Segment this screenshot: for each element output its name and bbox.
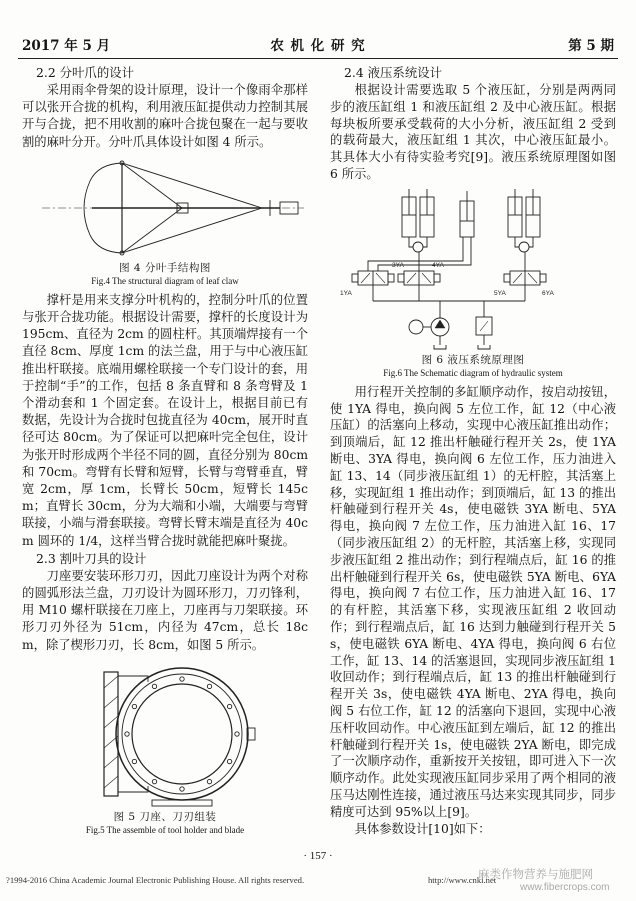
bolt-hole bbox=[125, 732, 129, 736]
label-3ya: 3YA bbox=[392, 261, 404, 269]
figure-5-tool-holder-drawing bbox=[22, 658, 308, 810]
header-journal-title: 农 机 化 研 究 bbox=[270, 38, 366, 54]
pump-triangle bbox=[435, 320, 445, 328]
bolt-hole bbox=[152, 779, 156, 783]
claw-curved-tip-top bbox=[90, 163, 122, 181]
solenoid-2ya bbox=[388, 274, 394, 282]
header-date: 2017 年 5 月 bbox=[22, 38, 111, 54]
directional-valve-7 bbox=[504, 271, 546, 285]
cnki-url: http://www.cnki.net bbox=[428, 875, 497, 885]
bolt-hole bbox=[227, 759, 231, 763]
solenoid-5ya bbox=[504, 274, 510, 282]
center-cylinder-12 bbox=[460, 191, 474, 237]
figure-5-caption-cn: 图 5 刀座、刀刃组装 bbox=[113, 810, 217, 823]
tool-holder-outer-ring bbox=[116, 668, 248, 800]
pump-tank bbox=[434, 345, 446, 349]
cylinder-group-2 bbox=[508, 189, 540, 237]
figure-5-caption-en: Fig.5 The assemble of tool holder and blade bbox=[85, 824, 245, 835]
claw-long-arm-top bbox=[122, 163, 262, 208]
section-2-2-heading: 2.2 分叶爪的设计 bbox=[36, 65, 134, 80]
left-column bbox=[22, 64, 308, 841]
figure-4-leaf-claw-diagram bbox=[22, 155, 308, 261]
figure-6-hydraulic-schematic bbox=[330, 187, 616, 353]
bolt-hole bbox=[227, 704, 231, 708]
section-2-4-paragraph-3: 具体参数设计[10]如下： bbox=[354, 821, 491, 836]
sync-motor-1 bbox=[413, 242, 423, 252]
sync-motor-2 bbox=[519, 242, 529, 252]
section-2-3-paragraph-1: 刀座要安装环形刀刃，因此刀座设计为两个对称的圆弧形法兰盘，刀刃设计为圆环形刀，刀刃锋利，用 M10 螺杆联接在刀座上，刀座再与刀架联接。环形刀刃外径为 51cm，内径为 47cm，总长 18cm，除了楔形刀刃，长 8cm，如图 5 所示。 bbox=[22, 568, 308, 652]
electric-motor bbox=[409, 320, 423, 334]
bolt-hole bbox=[180, 677, 184, 681]
cylinder-group-1 bbox=[402, 189, 434, 237]
label-6ya: 6YA bbox=[542, 289, 554, 297]
directional-valve-6 bbox=[398, 271, 440, 285]
section-2-3-heading: 2.3 割叶刀具的设计 bbox=[36, 550, 147, 566]
claw-long-arm-bottom bbox=[122, 208, 262, 253]
tool-holder-inner-ring bbox=[122, 674, 242, 794]
section-2-4-paragraph-2: 用行程开关控制的多缸顺序动作，按启动按钮，使 1YA 得电，换向阀 5 左位工作，缸 12（中心液压缸）的活塞向上移动，实现中心液压缸推出动作；到顶端后，缸 12 推出杆触碰行程开关 2s，使 1YA 断电、3YA 得电，换向阀 6 左位工作，压力油进入缸 13、14（同步液压缸组 1）的无杆腔，其活塞上移，实现缸组 1 推出动作；到顶端后，缸 13 的推出杆触碰到行程开关 4s，使电磁铁 3YA 断电、5YA 得电，换向阀 7 左位工作，压力油进入缸 16、17（同步液压缸组 2）的无杆腔，其活塞上移，实现同步液压缸组 2 推出动作；到行程端点后，缸 16 的推出杆触碰到行程开关 6s，使电磁铁 5YA 断电、6YA 得电，换向阀 7 右位工作，压力油进入缸 16、17 的有杆腔，其活塞下移，实现液压缸组 2 收回动作；到行程端点后，缸 16 达到力触碰到行程开关 5s，使电磁铁 6YA 断电、4YA 得电，换向阀 6 右位工作，缸 13、14 的活塞退回，实现同步液压缸组 1 收回动作；到行程端点后，缸 13 的推出杆触碰到行程开关 3s，使电磁铁 4YA 断电、2YA 得电，换向阀 5 右位工作，缸 12 的活塞向下退回，实现中心液压杆收回动作。中心液压缸到左端后，缸 12 的推出杆触碰到行程开关 1s，使电磁铁 2YA 断电，即完成了一次顺序动作，重新按开关按钮，即可进入下一次顺序动作。此处实现液压缸同步采用了两个相同的液压马达刚性连接，通过液压马达来实现其同步，同步精度可达到 95%以上[9]。 bbox=[330, 384, 616, 819]
solenoid-1ya bbox=[352, 274, 358, 282]
figure-4-caption-en: Fig.4 The structural diagram of leaf claw bbox=[91, 275, 239, 286]
bolt-hole bbox=[235, 732, 239, 736]
claw-straight-arm-bottom bbox=[122, 208, 182, 253]
label-5ya: 5YA bbox=[494, 289, 506, 297]
watermark-url: www.fibercrops.com bbox=[520, 882, 610, 893]
section-2-4-paragraph-1: 根据设计需要选取 5 个液压缸，分别是两两同步的液压缸组 1 和液压缸组 2 及中心液压缸。根据每块板所要承受载荷的大小分析，液压缸组 2 受到的载荷最大，液压缸组 1 其次，中心液压缸最小。其具体大小有待实验考究[9]。液压系统原理图如图 6 所示。 bbox=[330, 83, 616, 181]
bolt-hole bbox=[207, 684, 211, 688]
tool-holder-base bbox=[152, 800, 212, 806]
relief-tank bbox=[478, 345, 490, 349]
header-issue: 第 5 期 bbox=[568, 38, 614, 54]
header-rule bbox=[18, 58, 618, 59]
claw-straight-arm-top bbox=[122, 163, 182, 208]
section-2-4-heading: 2.4 液压系统设计 bbox=[344, 65, 442, 80]
label-4ya: 4YA bbox=[432, 261, 444, 269]
bolt-hole bbox=[207, 779, 211, 783]
section-2-2-paragraph-1: 采用雨伞骨架的设计原理，设计一个像雨伞那样可以张开合拢的机构，利用液压缸提供动力控制其展开与合拢，把不用收割的麻叶合拢包聚在一起与要收割的麻叶分开。分叶爪具体设计如图 4 所示。 bbox=[22, 83, 308, 149]
solenoid-3ya bbox=[398, 274, 404, 282]
figure-6-caption-cn: 图 6 液压系统原理图 bbox=[421, 353, 525, 366]
directional-valve-5 bbox=[352, 271, 394, 285]
relief-valve-arrow bbox=[480, 321, 488, 331]
claw-curved-tip-bottom bbox=[90, 235, 122, 253]
bolt-hole bbox=[132, 704, 136, 708]
figure-4-caption-cn: 图 4 分叶手结构图 bbox=[119, 261, 211, 274]
label-1ya: 1YA bbox=[340, 289, 352, 297]
bolt-hole bbox=[132, 759, 136, 763]
solenoid-4ya bbox=[434, 274, 440, 282]
watermark-site-name: 麻类作物营养与施肥网 bbox=[478, 867, 593, 881]
solenoid-6ya bbox=[540, 274, 546, 282]
section-2-2-paragraph-2: 撑杆是用来支撑分叶机构的，控制分叶爪的位置与张开合拢功能。根据设计需要，撑杆的长度设计为 195cm、直径为 2cm 的圆柱杆。其顶端焊接有一个直径 8cm、厚度 1cm 的法兰盘，用于与中心液压缸推出杆联接。底端用螺栓联接一个专门设计的套，用于控制“手”的工作，包括 8 条直臂和 8 条弯臂及 1 个滑动套和 1 个固定套。在设计上，根据目前已有数据，先设计为合拢时包拢直径为 40cm，展开时直径可达 80cm。为了保证可以把麻叶完全包住，设计为张开时形成两个半径不同的圆，直径分别为 80cm 和 70cm。弯臂有长臂和短臂，长臂与弯臂垂直，臂宽 2cm，厚 1cm，长臂长 50cm，短臂长 145cm；直臂长 30cm，分为大端和小端，大端要与弯臂联接，小端与滑套联接。弯臂长臂末端是直径为 40cm 圆环的 1/4，这样当臂合拢时就能把麻叶聚拢。 bbox=[22, 292, 308, 548]
blade-inner-edge bbox=[132, 684, 232, 784]
figure-6-caption-en: Fig.6 The Schematic diagram of hydraulic system bbox=[383, 367, 563, 378]
bolt-hole bbox=[180, 787, 184, 791]
right-column bbox=[330, 64, 616, 837]
page-number: · 157 · bbox=[303, 850, 333, 862]
bolt-hole bbox=[152, 684, 156, 688]
copyright-notice: ?1994-2016 China Academic Journal Electronic Publishing House. All rights reserved. bbox=[6, 875, 305, 885]
bolt-holes bbox=[125, 677, 239, 791]
